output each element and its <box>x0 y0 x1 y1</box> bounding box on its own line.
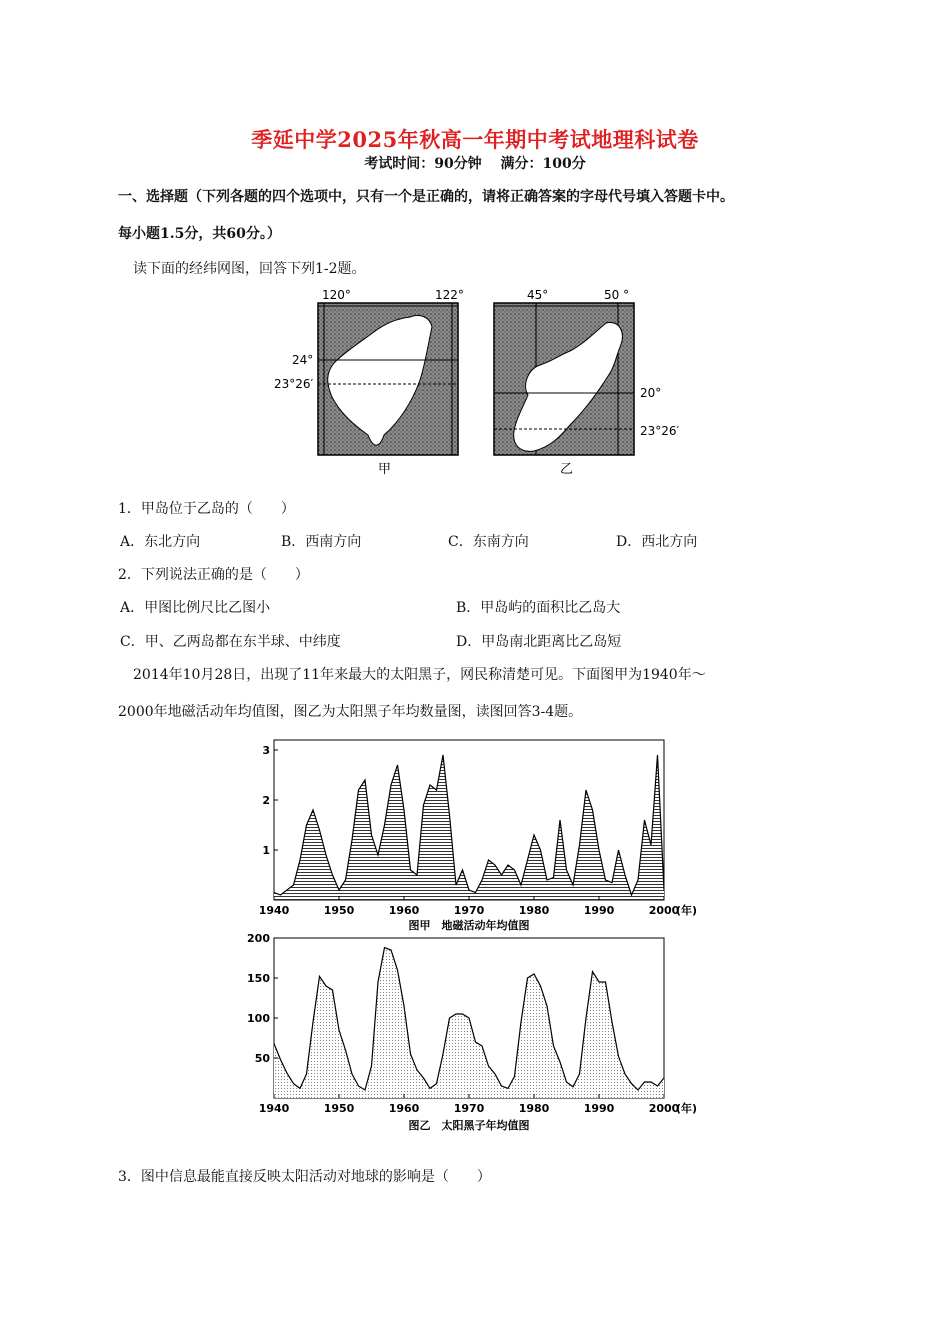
chart0-y-tick-label: 2 <box>262 794 270 807</box>
map-jia-lat-top: 24° <box>292 353 314 367</box>
question-2-option-a: A．甲图比例尺比乙图小 <box>120 600 271 616</box>
intro-sunspot-line2: 2000年地磁活动年均值图，图乙为太阳黑子年均数量图，读图回答3-4题。 <box>118 704 583 720</box>
map-jia-lat-bottom: 23°26′ <box>274 377 314 391</box>
page-title: 季延中学2025年秋高一年期中考试地理科试卷 <box>251 127 699 152</box>
chart1-x-unit: (年) <box>676 1102 698 1115</box>
map-yi-label: 乙 <box>560 462 574 477</box>
chart1-x-tick-label: 1940 <box>258 1102 290 1115</box>
chart1-area <box>274 948 664 1098</box>
question-1-option-c: C．东南方向 <box>448 534 529 550</box>
chart0-x-unit: (年) <box>676 904 698 917</box>
map-yi-panel <box>494 288 680 477</box>
chart1-x-tick-label: 1990 <box>583 1102 615 1115</box>
question-3-stem: 3．图中信息最能直接反映太阳活动对地球的影响是（ ） <box>118 1169 491 1185</box>
question-2-option-d: D．甲岛南北距离比乙岛短 <box>456 634 622 650</box>
chart1-title: 图乙 太阳黑子年均值图 <box>408 1119 530 1132</box>
chart0-title: 图甲 地磁活动年均值图 <box>408 919 530 932</box>
chart1-x-tick-label: 1960 <box>388 1102 420 1115</box>
intro-sunspot-line1: 2014年10月28日，出现了11年来最大的太阳黑子，网民称清楚可见。下面图甲为1940年～ <box>133 667 706 683</box>
question-1-option-b: B．西南方向 <box>281 534 362 550</box>
chart1-x-tick-label: 2000 <box>648 1102 680 1115</box>
map-yi-lat-bottom: 23°26′ <box>640 424 680 438</box>
chart1-x-tick-label: 1980 <box>518 1102 550 1115</box>
intro-map-questions: 读下面的经纬网图，回答下列1-2题。 <box>133 261 366 277</box>
question-1-option-d: D．西北方向 <box>616 534 698 550</box>
chart1-x-tick-label: 1970 <box>453 1102 485 1115</box>
chart1-y-tick-label: 150 <box>247 972 270 985</box>
map-jia-label: 甲 <box>378 462 392 477</box>
exam-info: 考试时间：90分钟 满分：100分 <box>364 156 586 172</box>
chart0-y-tick-label: 1 <box>262 844 270 857</box>
chart1-x-tick-label: 1950 <box>323 1102 355 1115</box>
question-1-option-a: A．东北方向 <box>120 534 201 550</box>
question-2-option-b: B．甲岛屿的面积比乙岛大 <box>456 600 621 616</box>
chart1-y-tick-label: 100 <box>247 1012 270 1025</box>
chart0-line <box>274 755 664 895</box>
chart0-x-tick-label: 1980 <box>518 904 550 917</box>
question-1-stem: 1．甲岛位于乙岛的（ ） <box>118 501 295 517</box>
sunspot-number-chart <box>247 932 720 1136</box>
chart1-y-tick-label: 50 <box>254 1052 270 1065</box>
map-yi-lon-left: 45° <box>527 288 549 302</box>
chart0-x-tick-label: 1990 <box>583 904 615 917</box>
map-yi-lat-top: 20° <box>640 386 662 400</box>
chart0-x-tick-label: 1950 <box>323 904 355 917</box>
latitude-longitude-map-figure <box>270 285 690 485</box>
question-2-option-c: C．甲、乙两岛都在东半球、中纬度 <box>120 634 341 650</box>
chart1-y-tick-label: 200 <box>247 932 270 945</box>
chart0-x-tick-label: 2000 <box>648 904 680 917</box>
geomagnetic-activity-chart <box>250 736 720 934</box>
map-yi-lon-right: 50 ° <box>604 288 630 302</box>
map-jia-panel <box>274 288 464 477</box>
chart0-x-tick-label: 1940 <box>258 904 290 917</box>
section-heading-line1: 一、选择题（下列各题的四个选项中，只有一个是正确的，请将正确答案的字母代号填入答题卡中。 <box>118 189 734 205</box>
chart0-x-tick-label: 1960 <box>388 904 420 917</box>
chart0-y-tick-label: 3 <box>262 744 270 757</box>
question-2-stem: 2．下列说法正确的是（ ） <box>118 567 309 583</box>
chart0-x-tick-label: 1970 <box>453 904 485 917</box>
map-jia-lon-left: 120° <box>322 288 351 302</box>
section-heading-line2: 每小题1.5分，共60分。） <box>118 226 281 242</box>
map-jia-lon-right: 122° <box>435 288 464 302</box>
